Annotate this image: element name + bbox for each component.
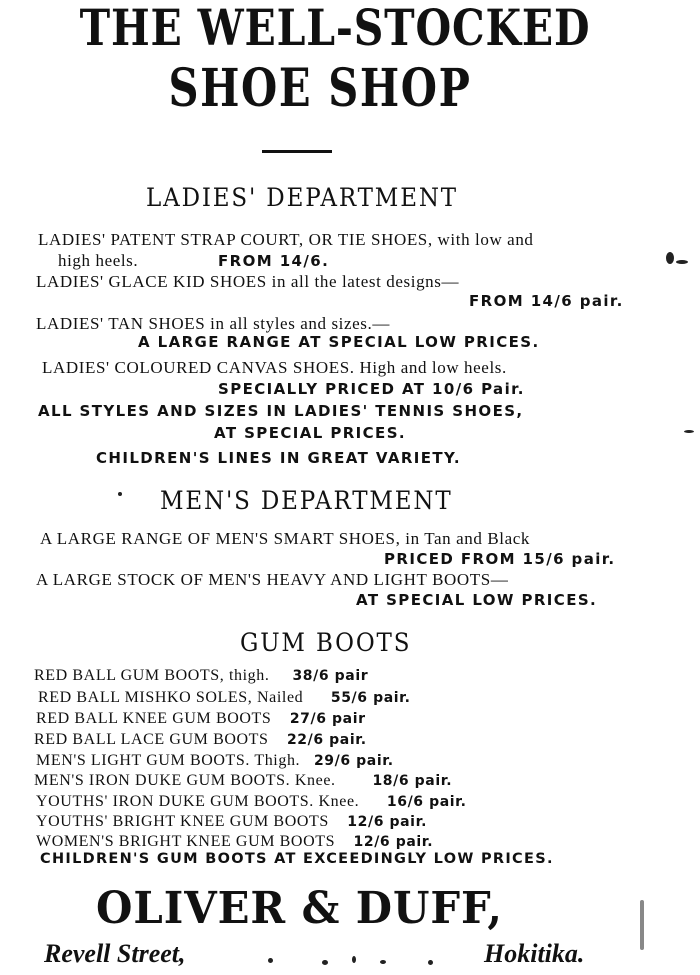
- print-speck: [428, 960, 433, 965]
- firm-name: OLIVER & DUFF,: [96, 883, 503, 934]
- print-speck: [322, 960, 328, 965]
- print-speck: [118, 492, 122, 496]
- gum-boot-row: [34, 772, 452, 790]
- gum-boot-name: RED BALL LACE GUM BOOTS: [34, 731, 269, 748]
- gum-boots-footer: CHILDREN'S GUM BOOTS AT EXCEEDINGLY LOW PRICES.: [40, 851, 554, 867]
- ladies-department-heading: LADIES' DEPARTMENT: [146, 183, 458, 212]
- print-speck: [380, 960, 386, 964]
- ladies-line: LADIES' PATENT STRAP COURT, OR TIE SHOES, with low and: [38, 230, 534, 249]
- gum-boot-row: [36, 752, 394, 770]
- gum-boots-heading: GUM BOOTS: [240, 628, 412, 657]
- ladies-price: A LARGE RANGE AT SPECIAL LOW PRICES.: [138, 333, 540, 351]
- print-speck: [268, 958, 273, 963]
- mens-price: AT SPECIAL LOW PRICES.: [356, 591, 598, 609]
- mens-price: PRICED FROM 15/6 pair.: [384, 550, 616, 568]
- gum-boot-row: [34, 667, 368, 685]
- gum-boot-row: [38, 689, 411, 707]
- divider-rule: [262, 150, 332, 153]
- mens-department-heading: MEN'S DEPARTMENT: [160, 486, 453, 515]
- ladies-price: FROM 14/6.: [218, 252, 330, 270]
- ladies-line: high heels.: [58, 251, 139, 270]
- print-speck: [676, 260, 688, 264]
- print-speck: [352, 956, 356, 963]
- gum-boot-name: YOUTHS' BRIGHT KNEE GUM BOOTS: [36, 813, 329, 830]
- gum-boot-row: [36, 833, 433, 851]
- gum-boot-name: RED BALL GUM BOOTS, thigh.: [34, 667, 270, 684]
- gum-boot-price: 38/6 pair: [292, 668, 369, 684]
- ladies-line: LADIES' COLOURED CANVAS SHOES. High and low heels.: [42, 358, 507, 377]
- gum-boot-price: 12/6 pair.: [353, 834, 434, 850]
- gum-boot-price: 16/6 pair.: [386, 794, 467, 810]
- street-address: Revell Street,: [44, 939, 186, 968]
- gum-boot-price: 29/6 pair.: [313, 753, 394, 769]
- ladies-price: SPECIALLY PRICED AT 10/6 Pair.: [218, 380, 525, 398]
- gum-boot-price: 18/6 pair.: [372, 773, 453, 789]
- ad-title-line2: SHOE SHOP: [168, 58, 472, 119]
- gum-boot-price: 12/6 pair.: [347, 814, 428, 830]
- mens-line: A LARGE STOCK OF MEN'S HEAVY AND LIGHT BOOTS—: [36, 570, 509, 589]
- mens-line: A LARGE RANGE OF MEN'S SMART SHOES, in Tan and Black: [40, 529, 530, 548]
- gum-boot-price: 22/6 pair.: [286, 732, 367, 748]
- gum-boot-row: [34, 731, 367, 749]
- gum-boot-name: RED BALL MISHKO SOLES, Nailed: [38, 689, 304, 706]
- ad-title-line1: THE WELL-STOCKED: [79, 0, 591, 57]
- town-name: Hokitika.: [484, 939, 585, 968]
- ladies-price: AT SPECIAL PRICES.: [214, 424, 407, 442]
- gum-boot-name: YOUTHS' IRON DUKE GUM BOOTS. Knee.: [36, 793, 360, 810]
- gum-boot-name: WOMEN'S BRIGHT KNEE GUM BOOTS: [36, 833, 336, 850]
- gum-boot-price: 55/6 pair.: [330, 690, 411, 706]
- gum-boot-name: RED BALL KNEE GUM BOOTS: [36, 710, 272, 727]
- gum-boot-row: [36, 813, 427, 831]
- ladies-line: CHILDREN'S LINES IN GREAT VARIETY.: [96, 449, 461, 467]
- gum-boot-price: 27/6 pair: [289, 711, 366, 727]
- gum-boot-name: MEN'S IRON DUKE GUM BOOTS. Knee.: [34, 772, 336, 789]
- gum-boot-row: [36, 793, 467, 811]
- ladies-price: FROM 14/6 pair.: [469, 292, 624, 310]
- ladies-line: LADIES' TAN SHOES in all styles and sizes.—: [36, 314, 390, 333]
- print-speck: [684, 430, 694, 433]
- gum-boot-row: [36, 710, 366, 728]
- ladies-line: ALL STYLES AND SIZES IN LADIES' TENNIS SHOES,: [38, 402, 524, 420]
- gum-boot-name: MEN'S LIGHT GUM BOOTS. Thigh.: [36, 752, 301, 769]
- print-speck: [666, 252, 674, 264]
- print-speck: [640, 900, 644, 950]
- ladies-line: LADIES' GLACE KID SHOES in all the latest designs—: [36, 272, 460, 291]
